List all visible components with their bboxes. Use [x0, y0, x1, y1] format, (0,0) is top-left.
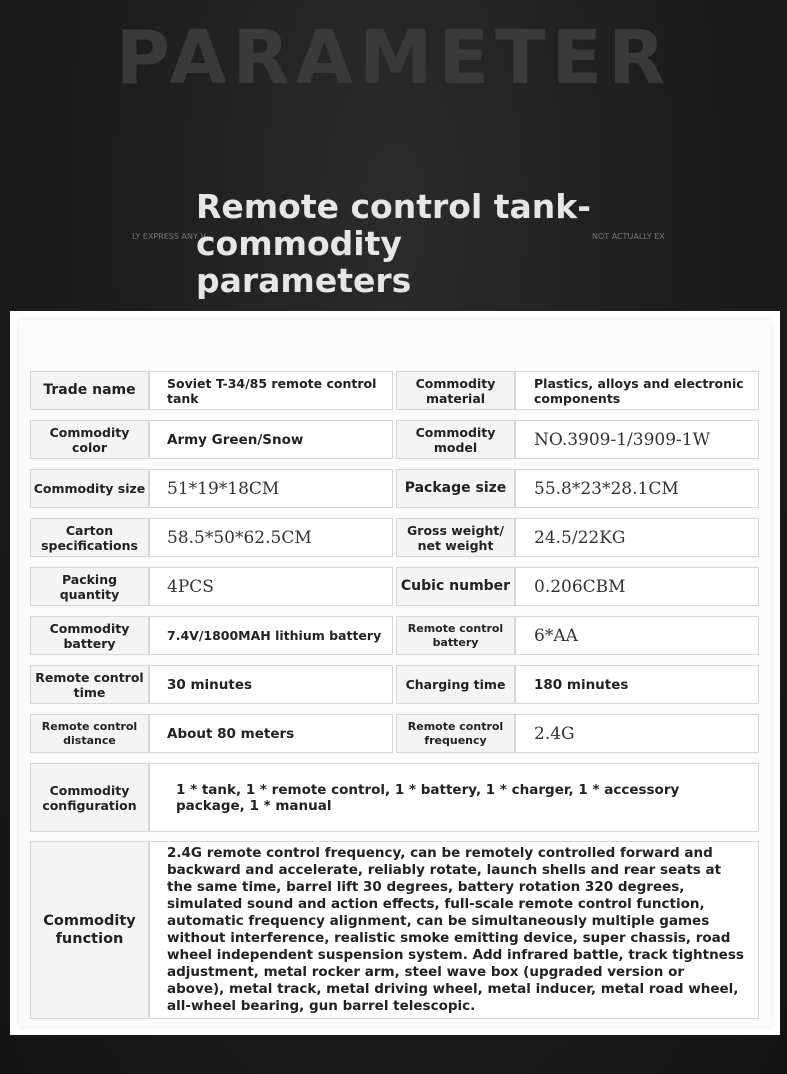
value-cell: [149, 616, 393, 655]
label: Cubic number: [400, 578, 511, 594]
table-row: [30, 616, 759, 655]
label-cell: [396, 616, 515, 655]
value: 2.4G: [534, 723, 575, 744]
value-cell: [515, 567, 759, 606]
label-cell: [30, 567, 149, 606]
label: Commodity model: [415, 424, 496, 455]
label-cell: [30, 616, 149, 655]
value-cell: [515, 665, 759, 704]
side-tag-left: LY EXPRESS ANY V: [132, 232, 206, 241]
label: Commodity size: [33, 481, 146, 496]
value: 58.5*50*62.5CM: [167, 527, 312, 548]
value-cell: [149, 665, 393, 704]
value-cell: [515, 469, 759, 508]
label-cell: [30, 763, 149, 832]
label: Packing quantity: [59, 571, 120, 602]
label-cell: [30, 841, 149, 1019]
value: 2.4G remote control frequency, can be remotely controlled forward and backward and accelerate, reliably rotate, launch shells and rear seats at the same time, barrel lift 30 degrees, battery rotation 320 degrees, simulated sound and action effects, full-scale remote control function, automatic frequency alignment, can be simultaneously multiple games without interference, realistic smoke emitting device, super chassis, road wheel independent suspension system. Add infrared battle, track tightness adjustment, metal rocker arm, steel wave box (upgraded version or above), metal track, metal driving wheel, metal inducer, metal road wheel, all-wheel bearing, gun barrel telescopic.: [167, 845, 744, 1014]
value: Army Green/Snow: [167, 431, 304, 448]
label-cell: [30, 665, 149, 704]
label-cell: [30, 518, 149, 557]
table-row: [30, 371, 759, 410]
label-cell: [396, 420, 515, 459]
label-cell: [396, 567, 515, 606]
page-title-line2: commodity parameters: [196, 224, 412, 300]
table-row: [30, 714, 759, 753]
page-title-line1: Remote control tank-: [196, 187, 591, 226]
label: Commodity color: [49, 424, 130, 455]
value-cell: [515, 714, 759, 753]
value-cell: [515, 518, 759, 557]
value-cell: [149, 763, 759, 832]
table-row: [30, 567, 759, 606]
side-tag-right: NOT ACTUALLY EX: [592, 232, 665, 241]
value-cell: [515, 420, 759, 459]
value: About 80 meters: [167, 725, 295, 742]
label-cell: [30, 371, 149, 410]
table-row: [30, 469, 759, 508]
label-cell: [30, 714, 149, 753]
table-row: [30, 665, 759, 704]
value-cell: [149, 371, 393, 410]
value: 30 minutes: [167, 676, 253, 693]
value: 1 * tank, 1 * remote control, 1 * battery, 1 * charger, 1 * accessory package, 1 * manual: [176, 781, 680, 814]
label: Carton specifications: [41, 522, 138, 553]
label: Charging time: [405, 677, 506, 692]
value-cell: [149, 469, 393, 508]
label-cell: [30, 420, 149, 459]
value: Plastics, alloys and electronic components: [534, 375, 744, 406]
label: Remote control time: [35, 669, 144, 700]
value: 6*AA: [534, 625, 578, 646]
value-cell: [149, 420, 393, 459]
label: Gross weight/ net weight: [407, 522, 504, 553]
value-cell: [149, 567, 393, 606]
configuration-row: [30, 763, 759, 832]
label-cell: [396, 665, 515, 704]
label: Commodity function: [43, 913, 136, 947]
table-row: [30, 420, 759, 459]
value-cell: [149, 714, 393, 753]
label-cell: [396, 518, 515, 557]
value: 4PCS: [167, 576, 214, 597]
function-row: [30, 841, 759, 1019]
value-cell: [149, 518, 393, 557]
label: Commodity battery: [49, 620, 130, 651]
banner-word: PARAMETER: [115, 15, 672, 101]
label: Package size: [404, 480, 507, 496]
label: Trade name: [43, 382, 136, 398]
label-cell: [396, 714, 515, 753]
value: Soviet T-34/85 remote control tank: [167, 375, 377, 406]
value: 7.4V/1800MAH lithium battery: [167, 628, 382, 643]
value: 55.8*23*28.1CM: [534, 478, 679, 499]
value: 51*19*18CM: [167, 478, 280, 499]
value: NO.3909-1/3909-1W: [534, 429, 711, 450]
value: 180 minutes: [534, 676, 629, 693]
value-cell: [515, 616, 759, 655]
value-cell: [149, 841, 759, 1019]
label: Commodity material: [415, 375, 496, 406]
label-cell: [396, 469, 515, 508]
value-cell: [515, 371, 759, 410]
value: 0.206CBM: [534, 576, 626, 597]
label-cell: [396, 371, 515, 410]
label: Remote control frequency: [407, 719, 504, 747]
label: Remote control distance: [41, 719, 138, 747]
label: Remote control battery: [407, 621, 504, 649]
page-title: [196, 188, 596, 299]
label-cell: [30, 469, 149, 508]
label: Commodity configuration: [42, 782, 137, 813]
value: 24.5/22KG: [534, 527, 626, 548]
table-row: [30, 518, 759, 557]
